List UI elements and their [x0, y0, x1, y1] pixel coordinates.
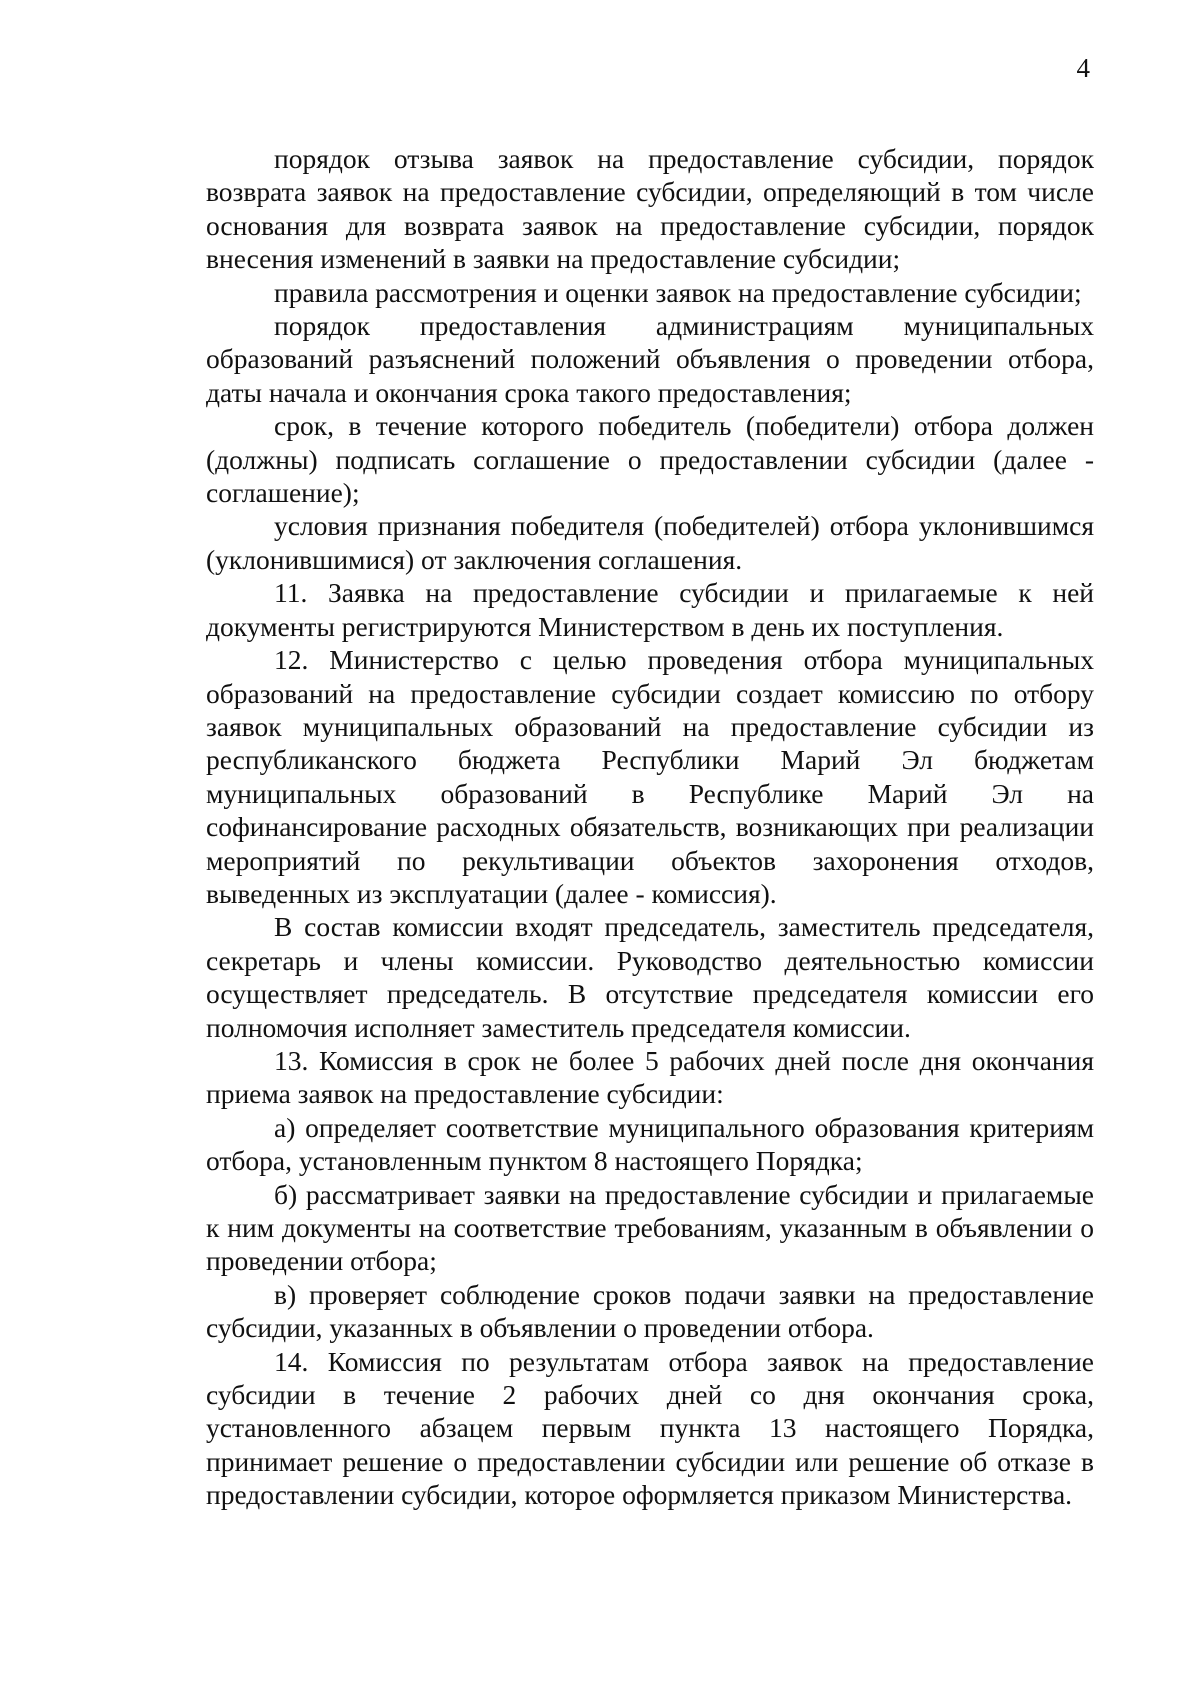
- paragraph-item-13-b: б) рассматривает заявки на предоставление субсидии и прилагаемые к ним документы на соответствие требованиям, указанным в объявлении о проведении отбора;: [206, 1178, 1094, 1277]
- document-body: [206, 142, 1094, 1512]
- paragraph-clarification-procedure: порядок предоставления администрациям муниципальных образований разъяснений положений объявления о проведении отбора, даты начала и окончания срока такого предоставления;: [206, 310, 1094, 408]
- paragraph-item-11: 11. Заявка на предоставление субсидии и прилагаемые к ней документы регистрируются Министерством в день их поступления.: [206, 577, 1094, 642]
- page-number: 4: [1076, 53, 1090, 83]
- paragraph-evasion-conditions: условия признания победителя (победителей) отбора уклонившимся (уклонившимися) от заключения соглашения.: [206, 510, 1094, 575]
- paragraph-item-14: 14. Комиссия по результатам отбора заявок на предоставление субсидии в течение 2 рабочих дней со дня окончания срока, установленного абзацем первым пункта 13 настоящего Порядка, принимает решение о предоставлении субсидии или решение об отказе в предоставлении субсидии, которое оформляется приказом Министерства.: [206, 1345, 1094, 1511]
- paragraph-item-12: 12. Министерство с целью проведения отбора муниципальных образований на предоставление субсидии создает комиссию по отбору заявок муниципальных образований на предоставление субсидии из республиканского бюджета Республики Марий Эл бюджетам муниципальных образований в Республике Марий Эл на софинансирование расходных обязательств, возникающих при реализации мероприятий по рекультивации объектов захоронения отходов, выведенных из эксплуатации (далее - комиссия).: [206, 644, 1094, 909]
- paragraph-item-13-v: в) проверяет соблюдение сроков подачи заявки на предоставление субсидии, указанных в объявлении о проведении отбора.: [206, 1278, 1094, 1344]
- paragraph-review-rules: правила рассмотрения и оценки заявок на предоставление субсидии;: [274, 276, 1082, 308]
- paragraph-item-13: 13. Комиссия в срок не более 5 рабочих дней после дня окончания приема заявок на предоставление субсидии:: [206, 1044, 1094, 1110]
- paragraph-signing-deadline: срок, в течение которого победитель (победители) отбора должен (должны) подписать соглашение о предоставлении субсидии (далее - соглашение);: [206, 410, 1094, 509]
- paragraph-item-13-a: а) определяет соответствие муниципального образования критериям отбора, установленным пунктом 8 настоящего Порядка;: [206, 1111, 1094, 1177]
- paragraph-commission-composition: В состав комиссии входят председатель, заместитель председателя, секретарь и члены комиссии. Руководство деятельностью комиссии осуществляет председатель. В отсутствие председателя комиссии его полномочия исполняет заместитель председателя комиссии.: [206, 911, 1094, 1043]
- paragraph-withdrawal-procedure: порядок отзыва заявок на предоставление субсидии, порядок возврата заявок на предоставление субсидии, определяющий в том числе основания для возврата заявок на предоставление субсидии, порядок внесения изменений в заявки на предоставление субсидии;: [206, 143, 1094, 275]
